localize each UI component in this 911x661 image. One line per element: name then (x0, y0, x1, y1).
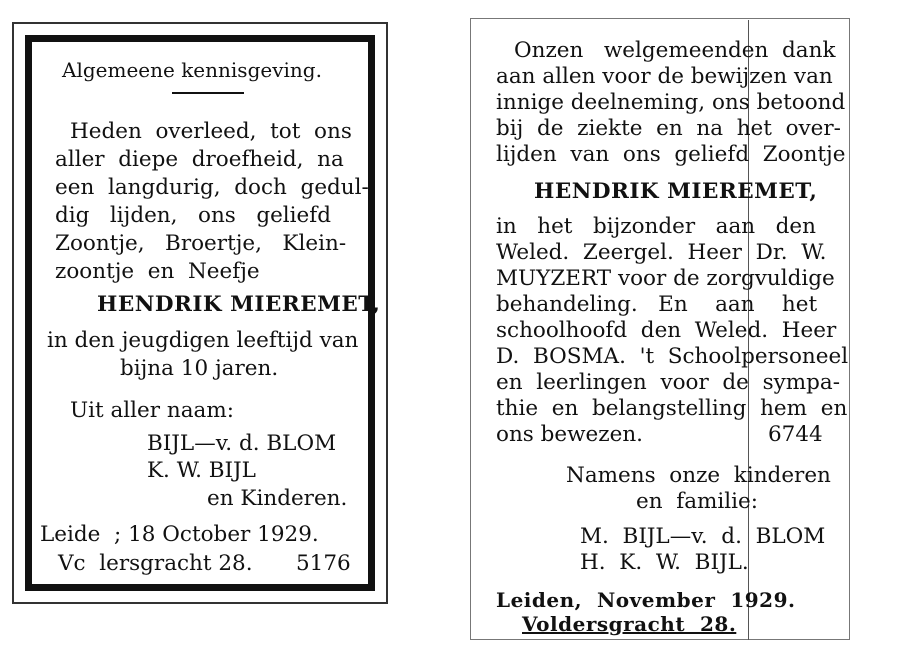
notice-reference-number: 5176 (296, 551, 351, 576)
thanks-address: Voldersgracht 28. (522, 612, 737, 636)
thanks-namens-line-1: Namens onze kinderen (566, 463, 831, 488)
thanks-mid-line-8: thie en belangstelling hem en (496, 396, 848, 421)
notice-signatory-2: K. W. BIJL (147, 458, 256, 483)
notice-header: Algemeene kennisgeving. (62, 58, 322, 82)
notice-deceased-name: HENDRIK MIEREMET, (97, 292, 381, 317)
thanks-deceased-name: HENDRIK MIEREMET, (534, 179, 818, 204)
notice-body-line-1: Heden overleed, tot ons (70, 119, 352, 144)
thanks-mid-line-6: D. BOSMA. 't Schoolpersoneel (496, 344, 849, 369)
notice-uit-aller-naam: Uit aller naam: (70, 398, 234, 423)
thanks-line-1: Onzen welgemeenden dank (514, 38, 836, 63)
thanks-line-2: aan allen voor de bewijzen van (496, 64, 833, 89)
notice-body-line-4: dig lijden, ons geliefd (55, 203, 332, 228)
thanks-mid-line-5: schoolhoofd den Weled. Heer (496, 318, 837, 343)
thanks-mid-line-3: MUYZERT voor de zorgvuldige (496, 266, 835, 291)
notice-body-line-3: een langdurig, doch gedul- (55, 175, 369, 200)
notice-age-line-2: bijna 10 jaren. (120, 356, 279, 381)
thanks-date: Leiden, November 1929. (496, 588, 796, 612)
notice-body-line-6: zoontje en Neefje (55, 259, 260, 284)
notice-signatory-3: en Kinderen. (207, 486, 348, 511)
thanks-signatory-1: M. BIJL—v. d. BLOM (580, 524, 826, 549)
thanks-line-3: innige deelneming, ons betoond (496, 90, 846, 115)
thanks-signatory-2: H. K. W. BIJL. (580, 550, 749, 575)
thanks-reference-number: 6744 (768, 422, 823, 447)
notice-body-line-5: Zoontje, Broertje, Klein- (55, 231, 347, 256)
notice-age-line-1: in den jeugdigen leeftijd van (47, 328, 359, 353)
notice-body-line-2: aller diepe droefheid, na (55, 147, 344, 172)
notice-address: Vc lersgracht 28. (58, 551, 253, 576)
thanks-mid-line-2: Weled. Zeergel. Heer Dr. W. (496, 240, 827, 265)
thanks-mid-line-9: ons bewezen. (496, 422, 644, 447)
thanks-line-4: bij de ziekte en na het over- (496, 116, 841, 141)
thanks-mid-line-4: behandeling. En aan het (496, 292, 818, 317)
notice-signatory-1: BIJL—v. d. BLOM (147, 431, 337, 456)
thanks-line-5: lijden van ons geliefd Zoontje (496, 142, 846, 167)
thanks-mid-line-1: in het bijzonder aan den (496, 214, 816, 239)
thanks-mid-line-7: en leerlingen voor de sympa- (496, 370, 840, 395)
notice-date: Leide ; 18 October 1929. (40, 522, 319, 547)
thanks-namens-line-2: en familie: (636, 489, 758, 514)
header-divider (172, 92, 244, 94)
